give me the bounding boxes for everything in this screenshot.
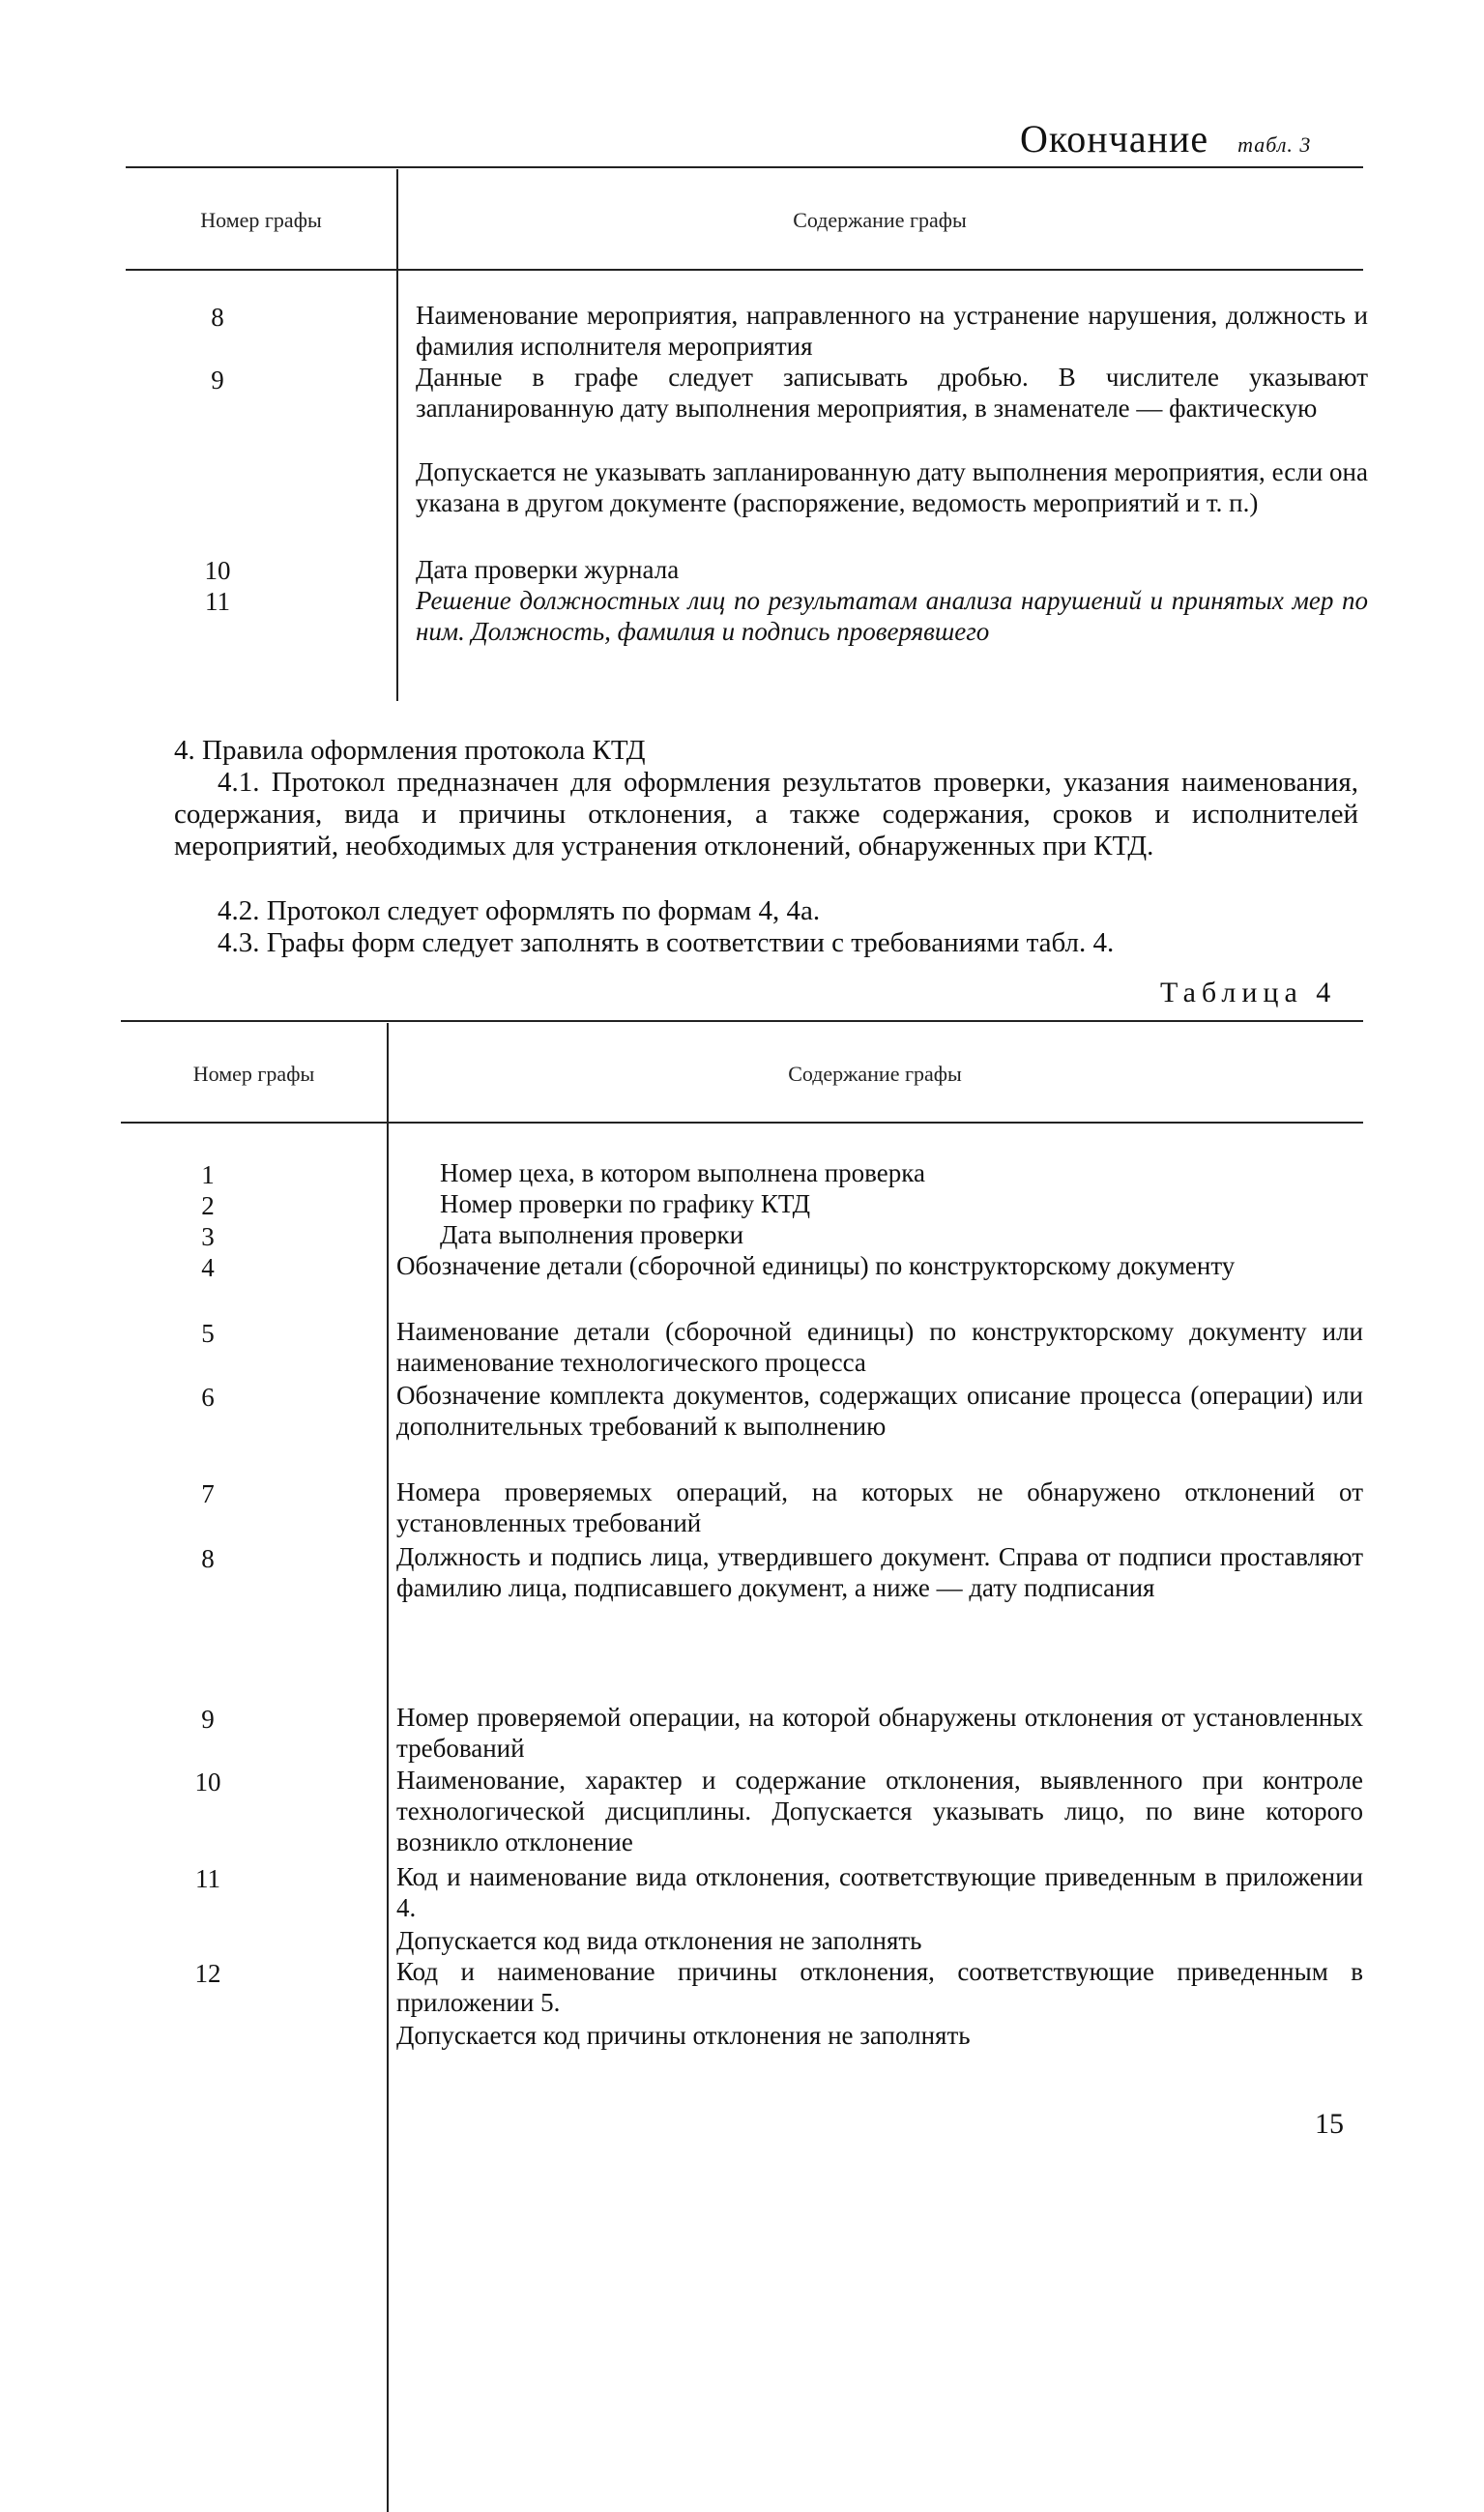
table3-row-number: 11: [205, 587, 230, 616]
table3-row-number: 8: [211, 303, 224, 332]
table3-row-text: Решение должностных лиц по результатам анализа нарушений и принятых мер по ним. Должность, фамилия и подпись проверявшего: [416, 586, 1368, 646]
table4-row-number: 5: [201, 1319, 215, 1348]
table3-row-number: 10: [204, 556, 231, 585]
table3-col2-header: Содержание графы: [793, 208, 967, 232]
section4-paragraph-2: 4.2. Протокол следует оформлять по формам 4, 4а.: [218, 895, 821, 926]
table4-row-number: 7: [201, 1479, 215, 1508]
table4-row-text: Код и наименование вида отклонения, соответствующие приведенным в приложении 4.: [396, 1862, 1363, 1922]
continuation-title: Окончание: [1020, 117, 1209, 161]
table4-row-number: 8: [201, 1544, 215, 1573]
table4-row-text: Должность и подпись лица, утвердившего документ. Справа от подписи проставляют фамилию лица, подписавшего документ, а ниже — дату подписания: [396, 1542, 1363, 1602]
section4-paragraph-1: 4.1. Протокол предназначен для оформления результатов проверки, указания наименования, содержания, вида и причины отклонения, а также содержания, сроков и исполнителей мероприятий, необходимых для устранения отклонений, обнаруженных при КТД.: [174, 767, 1358, 862]
continuation-heading: [1020, 116, 1311, 161]
table3-top-rule: [126, 166, 1363, 168]
page-number: 15: [1315, 2108, 1344, 2140]
table4-col2-header: Содержание графы: [788, 1062, 962, 1086]
section4-paragraph-3: 4.3. Графы форм следует заполнять в соответствии с требованиями табл. 4.: [218, 927, 1115, 958]
table4-row-number: 11: [195, 1864, 220, 1893]
table-ref: табл. 3: [1237, 132, 1312, 157]
table3-row-text: Дата проверки журнала: [416, 555, 680, 584]
table4-row-text: Номер проверяемой операции, на которой обнаружены отклонения от установленных требований: [396, 1703, 1363, 1763]
table4-row-text: Обозначение комплекта документов, содержащих описание процесса (операции) или дополнительных требований к выполнению: [396, 1381, 1363, 1441]
table4-row-text: Допускается код причины отклонения не заполнять: [396, 2021, 971, 2050]
table4-row-text: Код и наименование причины отклонения, соответствующие приведенным в приложении 5.: [396, 1957, 1363, 2017]
table4-column-divider: [387, 1023, 389, 2512]
table4-header-rule: [121, 1122, 1363, 1124]
table4-row-text: Наименование детали (сборочной единицы) по конструкторскому документу или наименование технологического процесса: [396, 1317, 1363, 1377]
table3-col1-header: Номер графы: [200, 208, 322, 232]
table4-row-number: 3: [201, 1222, 215, 1251]
table4-label: Таблица 4: [1160, 977, 1337, 1008]
table4-row-number: 4: [201, 1253, 215, 1282]
table4-row-text: Номер проверки по графику КТД: [440, 1189, 811, 1218]
table4-row-text: Допускается код вида отклонения не заполнять: [396, 1926, 922, 1955]
table3-header-rule: [126, 269, 1363, 271]
table4-top-rule: [121, 1020, 1363, 1022]
table4-row-number: 2: [201, 1191, 215, 1220]
table3-row-number: 9: [211, 365, 224, 394]
table3-row-text: Данные в графе следует записывать дробью. В числителе указывают запланированную дату выполнения мероприятия, в знаменателе — фактическую: [416, 363, 1368, 423]
section4-heading: 4. Правила оформления протокола КТД: [174, 735, 646, 766]
table4-row-text: Наименование, характер и содержание отклонения, выявленного при контроле технологической дисциплины. Допускается указывать лицо, по вине которого возникло отклонение: [396, 1766, 1363, 1856]
table4-row-text: Обозначение детали (сборочной единицы) по конструкторскому документу: [396, 1251, 1236, 1280]
table4-row-text: Дата выполнения проверки: [440, 1220, 744, 1249]
table4-row-text: Номер цеха, в котором выполнена проверка: [440, 1158, 925, 1187]
table4-row-number: 6: [201, 1383, 215, 1412]
table4-row-number: 10: [194, 1767, 221, 1796]
table4-row-number: 9: [201, 1705, 215, 1734]
table4-col1-header: Номер графы: [192, 1062, 315, 1086]
table3-column-divider: [396, 169, 398, 701]
table3-row-text: Допускается не указывать запланированную дату выполнения мероприятия, если она указана в другом документе (распоряжение, ведомость мероприятий и т. п.): [416, 457, 1368, 517]
table4-row-number: 12: [194, 1959, 221, 1988]
table4-row-text: Номера проверяемых операций, на которых не обнаружено отклонений от установленных требований: [396, 1477, 1363, 1537]
table3-row-text: Наименование мероприятия, направленного на устранение нарушения, должность и фамилия исполнителя мероприятия: [416, 301, 1368, 361]
table4-row-number: 1: [201, 1160, 215, 1189]
